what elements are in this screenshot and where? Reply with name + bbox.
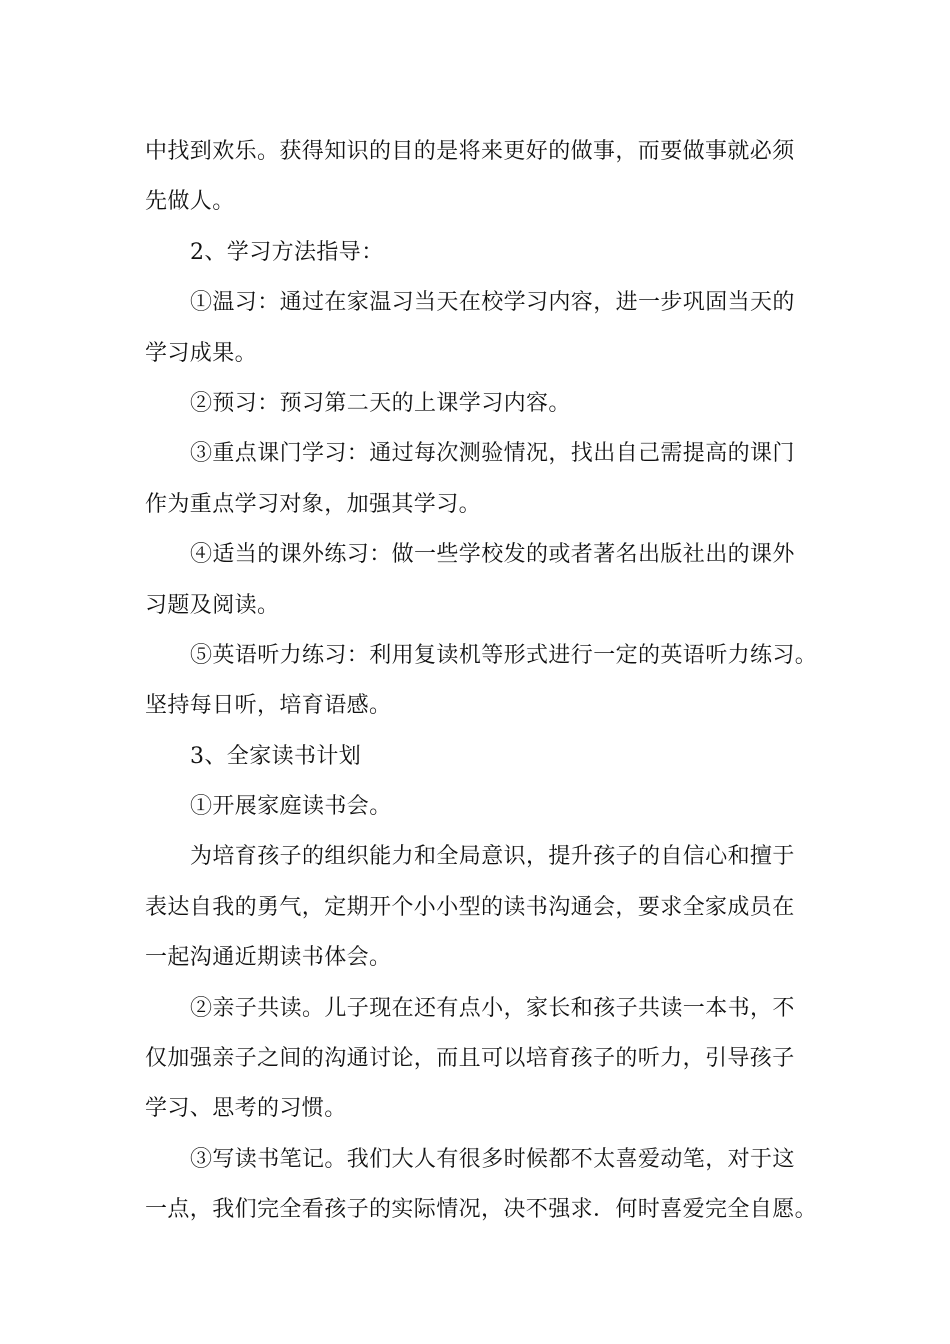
text-line: ④适当的课外练习：做一些学校发的或者著名出版社出的课外: [190, 542, 795, 568]
text-line: 2、学习方法指导：: [190, 239, 384, 265]
text-line: 学习成果。: [145, 340, 258, 366]
text-line: ②亲子共读。儿子现在还有点小，家长和孩子共读一本书，不: [190, 995, 795, 1021]
text-line: 一起沟通近期读书体会。: [145, 945, 392, 971]
paragraph-reading-club-detail: [145, 832, 825, 983]
text-line: 学习、思考的习惯。: [145, 1096, 347, 1122]
paragraph-exercises: [145, 530, 825, 631]
paragraph-reading-club: [145, 782, 825, 832]
text-line: 为培育孩子的组织能力和全局意识，提升孩子的自信心和擅于: [190, 844, 795, 870]
paragraph-heading-2: [145, 228, 825, 278]
paragraph-reading-notes: [145, 1135, 825, 1236]
text-line: 坚持每日听，培育语感。: [145, 693, 392, 719]
text-line: ②预习：预习第二天的上课学习内容。: [190, 390, 571, 416]
text-line: 作为重点学习对象，加强其学习。: [145, 491, 482, 517]
paragraph-continuation: [145, 127, 825, 228]
paragraph-preview: [145, 379, 825, 429]
paragraph-shared-reading: [145, 984, 825, 1135]
paragraph-key-subjects: [145, 429, 825, 530]
paragraph-review: [145, 278, 825, 379]
text-line: 3、全家读书计划: [190, 743, 362, 769]
text-line: ③写读书笔记。我们大人有很多时候都不太喜爱动笔，对于这: [190, 1146, 795, 1172]
text-line: ③重点课门学习：通过每次测验情况，找出自己需提高的课门: [190, 441, 795, 467]
paragraph-heading-3: [145, 732, 825, 782]
text-line: 仅加强亲子之间的沟通讨论，而且可以培育孩子的听力，引导孩子: [145, 1046, 795, 1072]
text-line: 习题及阅读。: [145, 592, 280, 618]
text-line: 一点，我们完全看孩子的实际情况，决不强求．何时喜爱完全自愿。: [145, 1197, 818, 1223]
text-line: 中找到欢乐。获得知识的目的是将来更好的做事，而要做事就必须: [145, 139, 795, 164]
paragraph-listening: [145, 631, 825, 732]
document-body: [145, 127, 825, 1236]
text-line: ①开展家庭读书会。: [190, 794, 392, 820]
text-line: 先做人。: [145, 189, 235, 215]
text-line: ⑤英语听力练习：利用复读机等形式进行一定的英语听力练习。: [190, 642, 818, 668]
text-line: 表达自我的勇气，定期开个小小型的读书沟通会，要求全家成员在: [145, 894, 795, 920]
text-line: ①温习：通过在家温习当天在校学习内容，进一步巩固当天的: [190, 290, 795, 316]
